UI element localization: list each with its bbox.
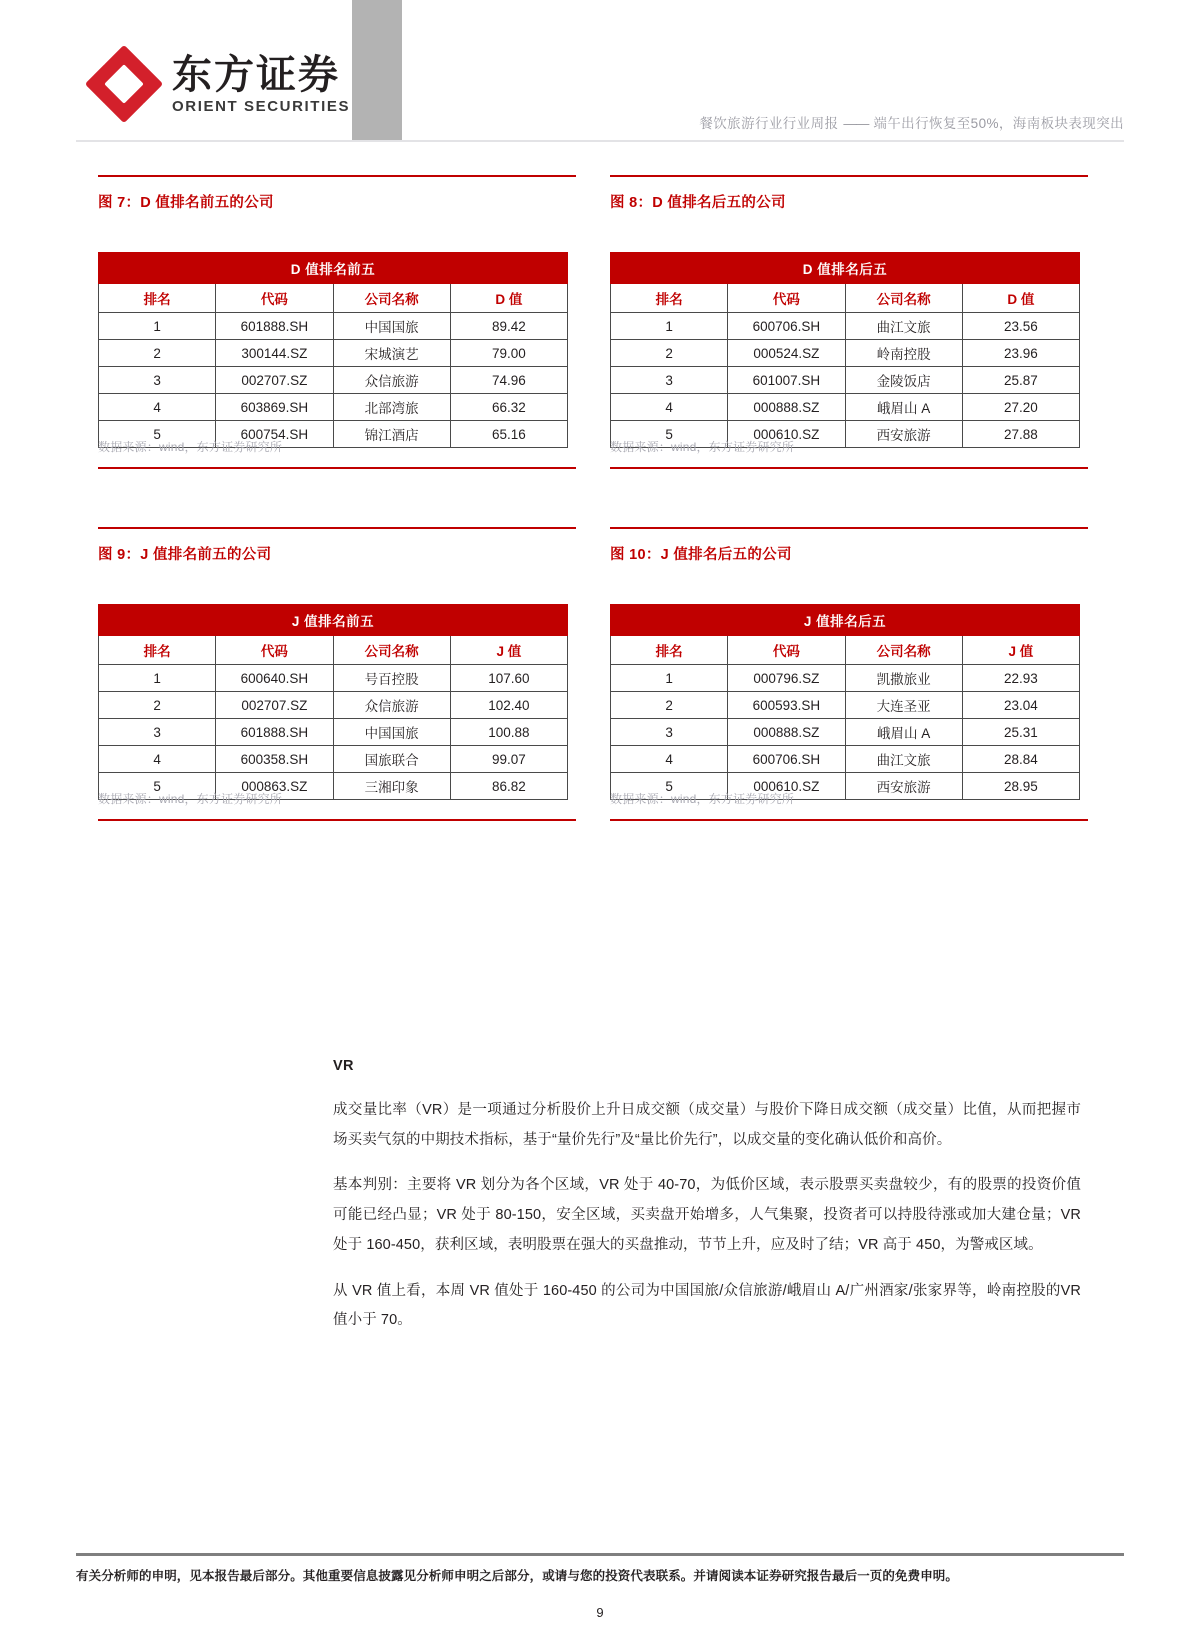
figure-7-caption: 图 7：D 值排名前五的公司	[98, 195, 274, 211]
table-header-row	[99, 284, 568, 313]
cell-code: 000524.SZ	[728, 340, 845, 367]
table-title-row	[99, 253, 568, 284]
cell-value: 27.88	[962, 421, 1079, 448]
cell-rank: 5	[99, 773, 216, 800]
figure-9-body	[98, 564, 604, 795]
cell-company: 大连圣亚	[845, 692, 962, 719]
table-row	[99, 340, 568, 367]
table-row	[611, 340, 1080, 367]
logo-chinese-name: 东方证券	[172, 51, 340, 98]
col-header-company: 公司名称	[845, 284, 962, 313]
col-header-value: D 值	[450, 284, 567, 313]
figure-10	[610, 527, 1116, 821]
rank-table-d-top5	[98, 252, 568, 448]
cell-value: 22.93	[962, 665, 1079, 692]
cell-company: 中国国旅	[333, 313, 450, 340]
page-header	[0, 0, 1200, 148]
header-gray-bar	[352, 0, 402, 140]
col-header-code: 代码	[728, 636, 845, 665]
cell-company: 峨眉山 A	[845, 719, 962, 746]
cell-rank: 2	[611, 340, 728, 367]
cell-company: 西安旅游	[845, 773, 962, 800]
cell-company: 众信旅游	[333, 367, 450, 394]
section-heading-vr: VR	[333, 1058, 354, 1074]
table-title: J 值排名前五	[99, 605, 568, 636]
cell-value: 65.16	[450, 421, 567, 448]
cell-company: 众信旅游	[333, 692, 450, 719]
cell-company: 锦江酒店	[333, 421, 450, 448]
cell-value: 107.60	[450, 665, 567, 692]
cell-rank: 4	[611, 394, 728, 421]
cell-code: 600358.SH	[216, 746, 333, 773]
cell-rank: 3	[611, 719, 728, 746]
figure-bottom-rule	[610, 819, 1088, 821]
cell-code: 601888.SH	[216, 313, 333, 340]
footer-disclaimer: 有关分析师的申明，见本报告最后部分。其他重要信息披露见分析师申明之后部分，或请与您的投资代表联系。并请阅读本证券研究报告最后一页的免费申明。	[76, 1569, 959, 1584]
logo-english-name: ORIENT SECURITIES	[172, 97, 351, 115]
header-breadcrumb	[699, 112, 1124, 132]
cell-code: 600754.SH	[216, 421, 333, 448]
cell-code: 002707.SZ	[216, 367, 333, 394]
cell-rank: 5	[611, 773, 728, 800]
cell-code: 601007.SH	[728, 367, 845, 394]
table-title: J 值排名后五	[611, 605, 1080, 636]
vr-section	[333, 1058, 1081, 1352]
col-header-rank: 排名	[611, 284, 728, 313]
cell-company: 峨眉山 A	[845, 394, 962, 421]
cell-value: 23.56	[962, 313, 1079, 340]
cell-value: 23.96	[962, 340, 1079, 367]
figure-9-caption: 图 9：J 值排名前五的公司	[98, 547, 272, 563]
breadcrumb-report-type: 餐饮旅游行业行业周报	[699, 116, 839, 131]
cell-rank: 2	[611, 692, 728, 719]
cell-value: 74.96	[450, 367, 567, 394]
col-header-rank: 排名	[99, 284, 216, 313]
figure-bottom-rule	[98, 467, 576, 469]
cell-company: 国旅联合	[333, 746, 450, 773]
cell-value: 100.88	[450, 719, 567, 746]
table-row	[99, 719, 568, 746]
cell-value: 66.32	[450, 394, 567, 421]
figure-10-source: 数据来源：wind，东方证券研究所	[610, 792, 795, 806]
cell-rank: 2	[99, 340, 216, 367]
table-row	[99, 313, 568, 340]
cell-rank: 1	[611, 313, 728, 340]
table-row	[611, 665, 1080, 692]
figure-7	[98, 175, 604, 469]
table-row	[611, 394, 1080, 421]
figure-8-source: 数据来源：wind，东方证券研究所	[610, 440, 795, 454]
cell-company: 金陵饭店	[845, 367, 962, 394]
company-logo	[88, 48, 350, 120]
cell-company: 凯撒旅业	[845, 665, 962, 692]
table-row	[611, 367, 1080, 394]
cell-value: 25.87	[962, 367, 1079, 394]
cell-value: 79.00	[450, 340, 567, 367]
cell-company: 中国国旅	[333, 719, 450, 746]
cell-rank: 5	[611, 421, 728, 448]
cell-value: 28.95	[962, 773, 1079, 800]
figure-9-source: 数据来源：wind，东方证券研究所	[98, 792, 283, 806]
col-header-code: 代码	[216, 284, 333, 313]
table-row	[99, 665, 568, 692]
table-row	[99, 692, 568, 719]
cell-company: 西安旅游	[845, 421, 962, 448]
cell-code: 002707.SZ	[216, 692, 333, 719]
figure-row-1	[0, 175, 1200, 469]
table-header-row	[611, 284, 1080, 313]
breadcrumb-dash: ——	[843, 116, 869, 131]
cell-code: 000863.SZ	[216, 773, 333, 800]
cell-rank: 4	[611, 746, 728, 773]
cell-code: 000888.SZ	[728, 394, 845, 421]
figure-bottom-rule	[98, 819, 576, 821]
cell-code: 600640.SH	[216, 665, 333, 692]
cell-code: 600706.SH	[728, 313, 845, 340]
figures-grid	[0, 175, 1200, 821]
cell-rank: 4	[99, 394, 216, 421]
vr-criteria-paragraph: 基本判别：主要将 VR 划分为各个区域，VR 处于 40-70，为低价区域，表示股票买卖盘较少，有的股票的投资价值可能已经凸显；VR 处于 80-150，安全区域，买卖盘开始增多，人气集聚，投资者可以持股待涨或加大建仓量；VR 处于 160-450，获利区域，表明股票在强大的买盘推动，节节上升，应及时了结；VR 高于 450，为警戒区域。	[333, 1177, 1081, 1253]
table-row	[611, 746, 1080, 773]
table-title-row	[611, 605, 1080, 636]
table-title-row	[611, 253, 1080, 284]
cell-code: 000796.SZ	[728, 665, 845, 692]
cell-rank: 1	[99, 665, 216, 692]
cell-value: 99.07	[450, 746, 567, 773]
col-header-code: 代码	[216, 636, 333, 665]
cell-rank: 4	[99, 746, 216, 773]
cell-rank: 3	[99, 719, 216, 746]
vr-definition-paragraph: 成交量比率（VR）是一项通过分析股价上升日成交额（成交量）与股价下降日成交额（成交量）比值，从而把握市场买卖气氛的中期技术指标，基于“量价先行”及“量比价先行”，以成交量的变化确认低价和高价。	[333, 1102, 1081, 1148]
cell-company: 北部湾旅	[333, 394, 450, 421]
figure-7-body	[98, 212, 604, 443]
col-header-value: D 值	[962, 284, 1079, 313]
cell-rank: 5	[99, 421, 216, 448]
figure-10-body	[610, 564, 1116, 795]
rank-table-d-bottom5	[610, 252, 1080, 448]
figure-9	[98, 527, 604, 821]
cell-company: 曲江文旅	[845, 746, 962, 773]
footer-divider	[76, 1553, 1124, 1556]
figure-8-caption: 图 8：D 值排名后五的公司	[610, 195, 786, 211]
cell-rank: 2	[99, 692, 216, 719]
cell-value: 27.20	[962, 394, 1079, 421]
col-header-value: J 值	[962, 636, 1079, 665]
cell-value: 102.40	[450, 692, 567, 719]
table-row	[99, 746, 568, 773]
page-footer	[76, 1553, 1124, 1586]
figure-row-2	[0, 527, 1200, 821]
cell-code: 300144.SZ	[216, 340, 333, 367]
cell-value: 25.31	[962, 719, 1079, 746]
col-header-value: J 值	[450, 636, 567, 665]
col-header-rank: 排名	[99, 636, 216, 665]
cell-value: 89.42	[450, 313, 567, 340]
cell-company: 号百控股	[333, 665, 450, 692]
header-divider	[76, 140, 1124, 142]
table-row	[611, 692, 1080, 719]
col-header-code: 代码	[728, 284, 845, 313]
figure-bottom-rule	[610, 467, 1088, 469]
diamond-logo-icon	[88, 48, 160, 120]
rank-table-j-bottom5	[610, 604, 1080, 800]
table-row	[99, 394, 568, 421]
table-title: D 值排名前五	[99, 253, 568, 284]
cell-code: 601888.SH	[216, 719, 333, 746]
cell-company: 三湘印象	[333, 773, 450, 800]
cell-code: 600706.SH	[728, 746, 845, 773]
table-row	[99, 367, 568, 394]
rank-table-j-top5	[98, 604, 568, 800]
cell-code: 000888.SZ	[728, 719, 845, 746]
cell-company: 曲江文旅	[845, 313, 962, 340]
cell-value: 28.84	[962, 746, 1079, 773]
cell-code: 000610.SZ	[728, 773, 845, 800]
cell-rank: 3	[611, 367, 728, 394]
cell-value: 86.82	[450, 773, 567, 800]
figure-8-body	[610, 212, 1116, 443]
col-header-company: 公司名称	[845, 636, 962, 665]
table-row	[611, 719, 1080, 746]
breadcrumb-report-title: 端午出行恢复至50%，海南板块表现突出	[873, 116, 1124, 131]
vr-weekly-observation-paragraph: 从 VR 值上看，本周 VR 值处于 160-450 的公司为中国国旅/众信旅游/峨眉山 A/广州酒家/张家界等，岭南控股的VR 值小于 70。	[333, 1282, 1081, 1329]
cell-company: 岭南控股	[845, 340, 962, 367]
col-header-rank: 排名	[611, 636, 728, 665]
figure-10-caption: 图 10：J 值排名后五的公司	[610, 547, 792, 563]
cell-code: 600593.SH	[728, 692, 845, 719]
cell-rank: 3	[99, 367, 216, 394]
col-header-company: 公司名称	[333, 636, 450, 665]
cell-code: 000610.SZ	[728, 421, 845, 448]
cell-value: 23.04	[962, 692, 1079, 719]
table-header-row	[99, 636, 568, 665]
cell-company: 宋城演艺	[333, 340, 450, 367]
table-row	[611, 313, 1080, 340]
table-title-row	[99, 605, 568, 636]
col-header-company: 公司名称	[333, 284, 450, 313]
cell-code: 603869.SH	[216, 394, 333, 421]
table-title: D 值排名后五	[611, 253, 1080, 284]
page-number: 9	[596, 1605, 604, 1620]
cell-rank: 1	[611, 665, 728, 692]
cell-rank: 1	[99, 313, 216, 340]
figure-8	[610, 175, 1116, 469]
figure-7-source: 数据来源：wind，东方证券研究所	[98, 440, 283, 454]
table-header-row	[611, 636, 1080, 665]
